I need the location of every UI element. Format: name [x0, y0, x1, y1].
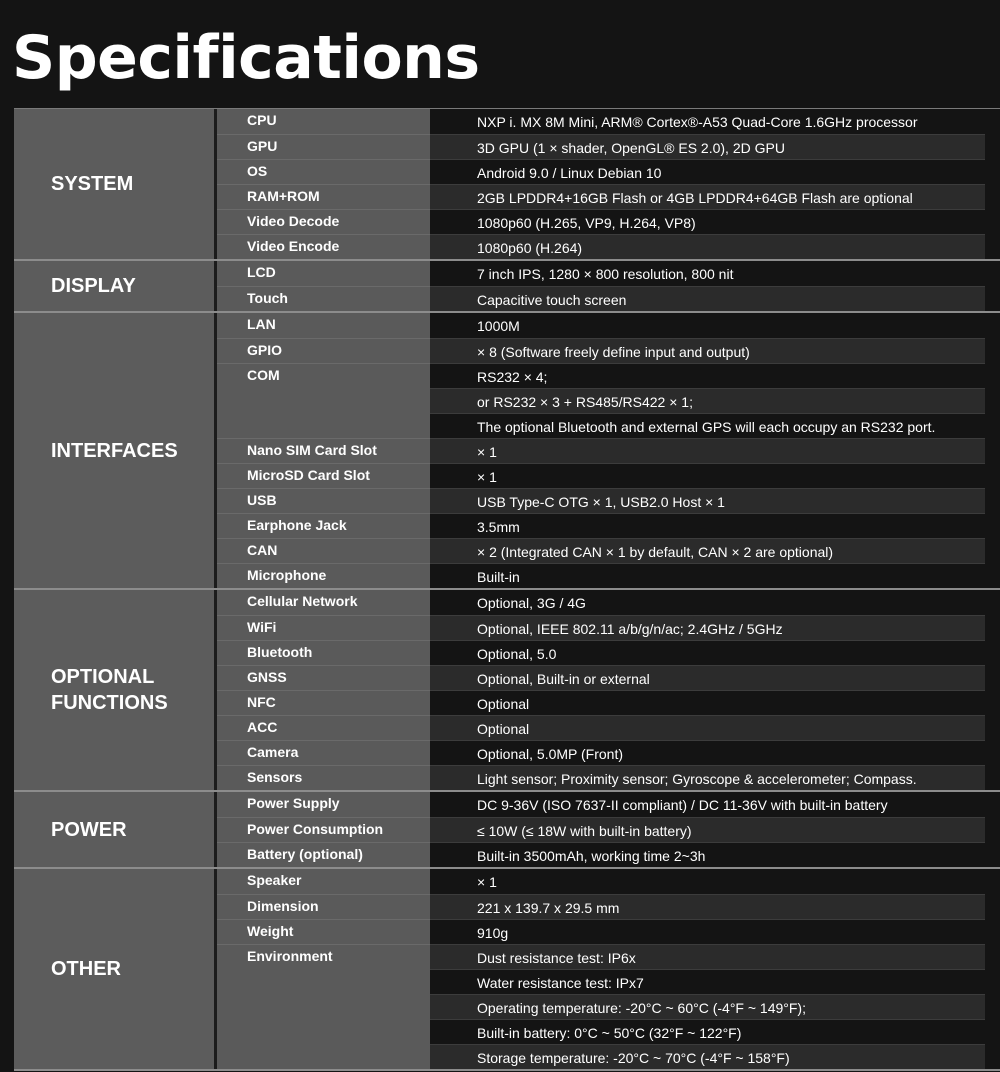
spec-row	[217, 994, 1000, 1019]
spec-key	[217, 388, 430, 413]
spec-key: OS	[217, 159, 430, 184]
section-name: SYSTEM	[14, 109, 217, 259]
spec-value: Capacitive touch screen	[430, 286, 985, 311]
spec-key: Touch	[217, 286, 430, 311]
spec-key: WiFi	[217, 615, 430, 640]
spec-row	[217, 563, 1000, 588]
spec-row	[217, 234, 1000, 259]
spec-key: Weight	[217, 919, 430, 944]
section-name: OPTIONAL FUNCTIONS	[14, 590, 217, 790]
spec-value: Water resistance test: IPx7	[430, 969, 985, 994]
spec-value: Optional	[430, 690, 985, 715]
spec-value: USB Type-C OTG × 1, USB2.0 Host × 1	[430, 488, 985, 513]
spec-value: Operating temperature: -20°C ~ 60°C (-4°F ~ 149°F);	[430, 994, 985, 1019]
spec-key: Power Consumption	[217, 817, 430, 842]
spec-value: ≤ 10W (≤ 18W with built-in battery)	[430, 817, 985, 842]
spec-row	[217, 765, 1000, 790]
spec-value: Built-in 3500mAh, working time 2~3h	[430, 842, 985, 867]
spec-row	[217, 313, 1000, 338]
spec-value: Dust resistance test: IP6x	[430, 944, 985, 969]
spec-value: 1080p60 (H.265, VP9, H.264, VP8)	[430, 209, 985, 234]
spec-value: Light sensor; Proximity sensor; Gyroscope & accelerometer; Compass.	[430, 765, 985, 790]
spec-key: Speaker	[217, 869, 430, 894]
spec-value: × 2 (Integrated CAN × 1 by default, CAN × 2 are optional)	[430, 538, 985, 563]
spec-row	[217, 286, 1000, 311]
spec-value: 1080p60 (H.264)	[430, 234, 985, 259]
spec-key: GNSS	[217, 665, 430, 690]
spec-key: Dimension	[217, 894, 430, 919]
spec-key: Bluetooth	[217, 640, 430, 665]
spec-value: Android 9.0 / Linux Debian 10	[430, 159, 985, 184]
spec-row	[217, 513, 1000, 538]
spec-key: CAN	[217, 538, 430, 563]
spec-row	[217, 740, 1000, 765]
spec-key: GPIO	[217, 338, 430, 363]
spec-value: 7 inch IPS, 1280 × 800 resolution, 800 nit	[430, 261, 985, 286]
spec-key: Cellular Network	[217, 590, 430, 615]
spec-key: Nano SIM Card Slot	[217, 438, 430, 463]
spec-value: 1000M	[430, 313, 985, 338]
spec-row	[217, 1044, 1000, 1069]
section-rows	[217, 590, 1000, 790]
spec-value: Storage temperature: -20°C ~ 70°C (-4°F ~ 158°F)	[430, 1044, 985, 1069]
spec-value: × 8 (Software freely define input and output)	[430, 338, 985, 363]
spec-row	[217, 792, 1000, 817]
spec-key: Battery (optional)	[217, 842, 430, 867]
spec-key: LAN	[217, 313, 430, 338]
section-name: OTHER	[14, 869, 217, 1069]
spec-row	[217, 590, 1000, 615]
section-name: DISPLAY	[14, 261, 217, 311]
section-name: INTERFACES	[14, 313, 217, 588]
spec-value: Built-in battery: 0°C ~ 50°C (32°F ~ 122°F)	[430, 1019, 985, 1044]
spec-value: 3.5mm	[430, 513, 985, 538]
spec-row	[217, 413, 1000, 438]
spec-value: 221 x 139.7 x 29.5 mm	[430, 894, 985, 919]
spec-row	[217, 209, 1000, 234]
spec-value: 2GB LPDDR4+16GB Flash or 4GB LPDDR4+64GB Flash are optional	[430, 184, 985, 209]
spec-value: Built-in	[430, 563, 985, 588]
spec-key	[217, 1019, 430, 1044]
spec-row	[217, 715, 1000, 740]
spec-key: Sensors	[217, 765, 430, 790]
spec-value: Optional, 5.0	[430, 640, 985, 665]
spec-table	[14, 108, 1000, 1071]
spec-row	[217, 919, 1000, 944]
spec-key: GPU	[217, 134, 430, 159]
spec-row	[217, 109, 1000, 134]
spec-key	[217, 969, 430, 994]
spec-value: Optional, IEEE 802.11 a/b/g/n/ac; 2.4GHz / 5GHz	[430, 615, 985, 640]
spec-row	[217, 894, 1000, 919]
spec-key: CPU	[217, 109, 430, 134]
spec-value: DC 9-36V (ISO 7637-II compliant) / DC 11-36V with built-in battery	[430, 792, 985, 817]
section-rows	[217, 313, 1000, 588]
section-rows	[217, 792, 1000, 867]
spec-row	[217, 969, 1000, 994]
spec-row	[217, 438, 1000, 463]
page-title: Specifications	[12, 23, 480, 93]
spec-value: Optional, Built-in or external	[430, 665, 985, 690]
spec-row	[217, 338, 1000, 363]
spec-row	[217, 134, 1000, 159]
spec-key: Video Encode	[217, 234, 430, 259]
spec-value: Optional, 3G / 4G	[430, 590, 985, 615]
spec-section	[14, 869, 1000, 1071]
spec-row	[217, 261, 1000, 286]
spec-key: LCD	[217, 261, 430, 286]
spec-key: Microphone	[217, 563, 430, 588]
spec-row	[217, 869, 1000, 894]
spec-value: 3D GPU (1 × shader, OpenGL® ES 2.0), 2D GPU	[430, 134, 985, 159]
spec-key: ACC	[217, 715, 430, 740]
spec-key: COM	[217, 363, 430, 388]
section-rows	[217, 869, 1000, 1069]
spec-section	[14, 792, 1000, 869]
spec-value: × 1	[430, 438, 985, 463]
spec-key	[217, 994, 430, 1019]
spec-value: Optional	[430, 715, 985, 740]
spec-section	[14, 313, 1000, 590]
spec-row	[217, 538, 1000, 563]
spec-row	[217, 690, 1000, 715]
spec-row	[217, 944, 1000, 969]
spec-key: Environment	[217, 944, 430, 969]
spec-value: The optional Bluetooth and external GPS will each occupy an RS232 port.	[430, 413, 985, 438]
spec-key: USB	[217, 488, 430, 513]
spec-key: Power Supply	[217, 792, 430, 817]
spec-value: Optional, 5.0MP (Front)	[430, 740, 985, 765]
spec-value: 910g	[430, 919, 985, 944]
spec-value: × 1	[430, 463, 985, 488]
spec-key: RAM+ROM	[217, 184, 430, 209]
spec-key: NFC	[217, 690, 430, 715]
spec-key: Earphone Jack	[217, 513, 430, 538]
spec-row	[217, 665, 1000, 690]
spec-value: or RS232 × 3 + RS485/RS422 × 1;	[430, 388, 985, 413]
spec-section	[14, 261, 1000, 313]
spec-row	[217, 159, 1000, 184]
spec-row	[217, 615, 1000, 640]
spec-row	[217, 184, 1000, 209]
spec-value: NXP i. MX 8M Mini, ARM® Cortex®-A53 Quad-Core 1.6GHz processor	[430, 109, 985, 134]
spec-row	[217, 388, 1000, 413]
spec-row	[217, 463, 1000, 488]
section-rows	[217, 261, 1000, 311]
spec-row	[217, 1019, 1000, 1044]
spec-key: Video Decode	[217, 209, 430, 234]
spec-value: × 1	[430, 869, 985, 894]
spec-row	[217, 363, 1000, 388]
spec-key	[217, 1044, 430, 1069]
spec-key: Camera	[217, 740, 430, 765]
spec-row	[217, 842, 1000, 867]
spec-row	[217, 640, 1000, 665]
spec-section	[14, 109, 1000, 261]
spec-row	[217, 817, 1000, 842]
spec-value: RS232 × 4;	[430, 363, 985, 388]
spec-section	[14, 590, 1000, 792]
spec-row	[217, 488, 1000, 513]
spec-key: MicroSD Card Slot	[217, 463, 430, 488]
section-name: POWER	[14, 792, 217, 867]
spec-key	[217, 413, 430, 438]
section-rows	[217, 109, 1000, 259]
